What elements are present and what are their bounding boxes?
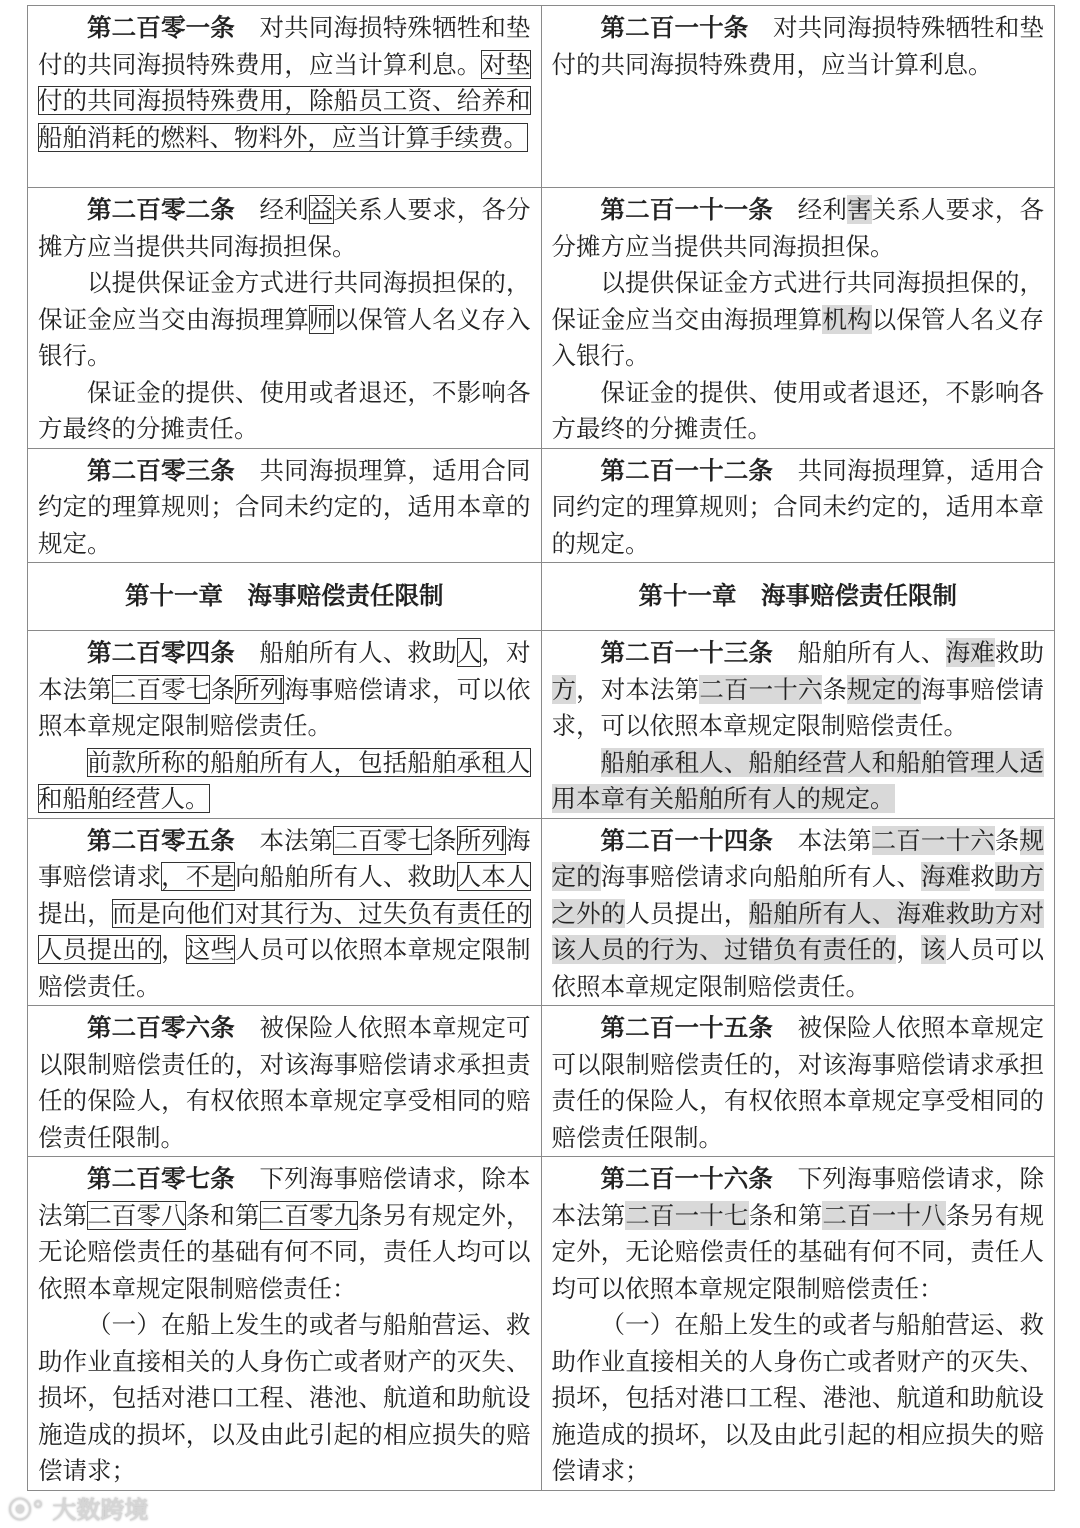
highlighted-new-text: 助方之外的 — [551, 862, 1045, 928]
new-law-cell — [541, 1157, 1055, 1491]
text: 经利 — [234, 195, 309, 224]
paragraph — [552, 823, 1045, 1006]
text: 海事赔偿请求，可以依照本章规定限制赔偿责任。 — [38, 674, 531, 740]
text: 条另有规定外，无论赔偿责任的基础有何不同，责任人均可以依照本章规定限制赔偿责任： — [38, 1200, 531, 1303]
text: 被保险人依照本章规定可以限制赔偿责任的，对该海事赔偿请求承担责任的保险人，有权依照本章规定享受相同的赔偿责任限制。 — [551, 1013, 1045, 1152]
article-number: 第二百一十五条 — [600, 1013, 774, 1042]
table-row — [28, 6, 1055, 188]
text: 共同海损理算，适用合同约定的理算规则；合同未约定的，适用本章的规定。 — [551, 455, 1045, 558]
text: 救助 — [994, 638, 1045, 667]
watermark: ⦿° 大数跨境 — [8, 1496, 149, 1524]
highlighted-new-text: 规定的 — [551, 825, 1045, 891]
boxed-deleted-text: 二百零七 — [333, 825, 433, 855]
boxed-deleted-text: 前款所称的船舶所有人，包括船舶承租人和船舶经营人。 — [38, 747, 531, 813]
text: ， — [161, 935, 186, 964]
text: 对共同海损特殊牺牲和垫付的共同海损特殊费用，应当计算利息。 — [551, 13, 1045, 79]
text: 条和第 — [185, 1200, 260, 1230]
paragraph — [552, 265, 1045, 375]
boxed-deleted-text: 所列 — [456, 825, 507, 855]
text: 救 — [970, 862, 995, 891]
new-law-cell — [541, 6, 1055, 188]
paragraph — [552, 635, 1045, 745]
boxed-deleted-text: ，不是 — [161, 862, 236, 891]
paragraph — [38, 635, 531, 745]
paragraph — [38, 745, 531, 818]
paragraph — [38, 1161, 531, 1307]
old-law-cell — [28, 6, 542, 188]
article-number: 第二百一十三条 — [600, 638, 774, 667]
article-number: 第二百零六条 — [87, 1013, 235, 1042]
table-row — [28, 448, 1055, 563]
boxed-deleted-text: 而是向他们对其行为、过失负有责任的人员提出的 — [38, 898, 531, 964]
article-number: 第二百零五条 — [87, 825, 235, 855]
paragraph — [38, 10, 531, 156]
highlighted-new-text: 方 — [551, 674, 577, 704]
text: 关系人要求，各分摊方应当提供共同海损担保。 — [38, 195, 531, 261]
text: 以提供保证金方式进行共同海损担保的，保证金应当交由海损理算 — [551, 268, 1044, 334]
text: 提出， — [38, 898, 112, 928]
paragraph — [38, 1010, 531, 1156]
text: 条和第 — [748, 1200, 823, 1230]
text: 人员提出， — [625, 898, 749, 928]
boxed-deleted-text: 二百零七 — [111, 674, 211, 704]
text: 以提供保证金方式进行共同海损担保的，保证金应当交由海损理算 — [38, 268, 531, 334]
paragraph — [552, 1010, 1045, 1156]
text: 共同海损理算，适用合同约定的理算规则；合同未约定的，适用本章的规定。 — [38, 455, 531, 558]
article-number: 第二百零三条 — [87, 455, 235, 485]
text: 本法第 — [234, 825, 334, 855]
new-law-cell — [541, 188, 1055, 449]
highlighted-new-text: 二百一十八 — [822, 1200, 946, 1230]
text: 条 — [994, 825, 1020, 855]
old-law-cell — [28, 1157, 542, 1491]
boxed-deleted-text: 师 — [308, 304, 334, 334]
text: 海事赔偿请求，可以依照本章规定限制赔偿责任。 — [551, 674, 1045, 740]
text: 向船舶所有人、救助 — [235, 862, 457, 891]
comparison-table — [27, 5, 1055, 1491]
paragraph — [38, 375, 531, 448]
paragraph — [38, 453, 531, 563]
text: 人员可以依照本章规定限制赔偿责任。 — [38, 935, 531, 1001]
table-row — [28, 631, 1055, 819]
boxed-deleted-text: 益 — [308, 195, 334, 224]
boxed-deleted-text: 对垫付的共同海损特殊费用，除船员工资、给养和船舶消耗的燃料、物料外，应当计算手续费。 — [38, 49, 531, 152]
new-law-cell — [541, 1006, 1055, 1157]
text: 保证金的提供、使用或者退还，不影响各方最终的分摊责任。 — [551, 377, 1044, 443]
text: 经利 — [773, 195, 847, 224]
highlighted-new-text: 机构 — [822, 304, 872, 334]
text: ，对本法第 — [38, 638, 531, 704]
highlighted-new-text: 规定的 — [847, 674, 922, 704]
new-law-cell — [541, 818, 1055, 1006]
boxed-deleted-text: 所列 — [235, 674, 285, 704]
table-row — [28, 188, 1055, 449]
paragraph — [552, 192, 1045, 265]
highlighted-new-text: 二百一十六 — [871, 825, 995, 855]
highlighted-new-text: 海难 — [945, 638, 995, 667]
paragraph — [552, 745, 1045, 818]
text: 关系人要求，各分摊方应当提供共同海损担保。 — [551, 195, 1045, 261]
boxed-deleted-text: 这些 — [185, 935, 236, 964]
old-law-cell — [28, 448, 542, 563]
text: ，对本法第 — [576, 674, 700, 704]
old-law-cell — [28, 818, 542, 1006]
boxed-deleted-text: 二百零九 — [259, 1200, 359, 1230]
boxed-deleted-text: 人 — [456, 638, 482, 667]
text: 以保管人名义存入银行。 — [38, 304, 531, 370]
new-law-cell — [541, 448, 1055, 563]
text: 保证金的提供、使用或者退还，不影响各方最终的分摊责任。 — [38, 377, 531, 443]
paragraph — [552, 1307, 1045, 1490]
highlighted-new-text: 海难 — [920, 862, 971, 891]
text: 条 — [822, 674, 848, 704]
watermark-logo-icon: ⦿° — [8, 1496, 53, 1524]
paragraph — [38, 1307, 531, 1490]
paragraph — [552, 375, 1045, 448]
paragraph — [552, 453, 1045, 563]
boxed-deleted-text: 人本人 — [456, 862, 531, 891]
paragraph — [552, 1161, 1045, 1307]
highlighted-new-text: 二百一十七 — [625, 1200, 749, 1230]
table-row — [28, 1157, 1055, 1491]
boxed-deleted-text: 二百零八 — [87, 1200, 186, 1230]
text: 本法第 — [773, 825, 872, 855]
table-row — [28, 1006, 1055, 1157]
text: （一）在船上发生的或者与船舶营运、救助作业直接相关的人身伤亡或者财产的灭失、损坏，包括对港口工程、港池、航道和助航设施造成的损坏，以及由此引起的相应损失的赔偿请求； — [38, 1310, 531, 1485]
new-law-cell — [541, 631, 1055, 819]
text: （一）在船上发生的或者与船舶营运、救助作业直接相关的人身伤亡或者财产的灭失、损坏，包括对港口工程、港池、航道和助航设施造成的损坏，以及由此引起的相应损失的赔偿请求； — [551, 1310, 1044, 1485]
article-number: 第二百零一条 — [87, 13, 235, 42]
text: 下列海事赔偿请求，除本法第 — [38, 1164, 531, 1230]
text: 船舶所有人、救助 — [234, 638, 457, 667]
article-number: 第二百零四条 — [87, 638, 235, 667]
paragraph — [38, 823, 531, 1006]
highlighted-new-text: 船舶所有人、海难救助方对该人员的行为、过错负有责任的 — [551, 898, 1045, 964]
text: 以保管人名义存入银行。 — [551, 304, 1045, 370]
old-law-cell — [28, 1006, 542, 1157]
table-row — [28, 818, 1055, 1006]
old-law-cell — [28, 188, 542, 449]
text: 条另有规定外，无论赔偿责任的基础有何不同，责任人均可以依照本章规定限制赔偿责任： — [551, 1200, 1045, 1303]
text: 对共同海损特殊牺牲和垫付的共同海损特殊费用，应当计算利息。 — [38, 13, 531, 79]
text: 条 — [210, 674, 236, 704]
highlighted-new-text: 二百一十六 — [699, 674, 823, 704]
article-number: 第二百一十四条 — [600, 825, 774, 855]
text: 下列海事赔偿请求，除本法第 — [551, 1164, 1045, 1230]
left-chapter-heading: 第十一章 海事赔偿责任限制 — [28, 563, 542, 631]
right-chapter-heading: 第十一章 海事赔偿责任限制 — [541, 563, 1055, 631]
text: 海事赔偿请求 — [38, 825, 531, 891]
paragraph — [552, 10, 1045, 83]
table-row — [28, 563, 1055, 631]
article-number: 第二百一十条 — [600, 13, 749, 42]
text: 人员可以依照本章规定限制赔偿责任。 — [551, 935, 1045, 1001]
old-law-cell — [28, 631, 542, 819]
paragraph — [38, 192, 531, 265]
text: 海事赔偿请求向船舶所有人、 — [600, 862, 921, 891]
text: 条 — [432, 825, 457, 855]
article-number: 第二百零七条 — [87, 1164, 235, 1193]
paragraph — [38, 265, 531, 375]
highlighted-new-text: 该 — [920, 935, 946, 964]
text: ， — [896, 935, 921, 964]
text: 被保险人依照本章规定可以限制赔偿责任的，对该海事赔偿请求承担责任的保险人，有权依照本章规定享受相同的赔偿责任限制。 — [38, 1013, 531, 1152]
article-number: 第二百一十二条 — [600, 455, 774, 485]
article-number: 第二百一十一条 — [600, 195, 774, 224]
highlighted-new-text: 害 — [846, 195, 872, 224]
article-number: 第二百一十六条 — [600, 1164, 774, 1193]
article-number: 第二百零二条 — [87, 195, 235, 224]
highlighted-new-text: 船舶承租人、船舶经营人和船舶管理人适用本章有关船舶所有人的规定。 — [551, 747, 1044, 813]
text: 船舶所有人、 — [773, 638, 946, 667]
